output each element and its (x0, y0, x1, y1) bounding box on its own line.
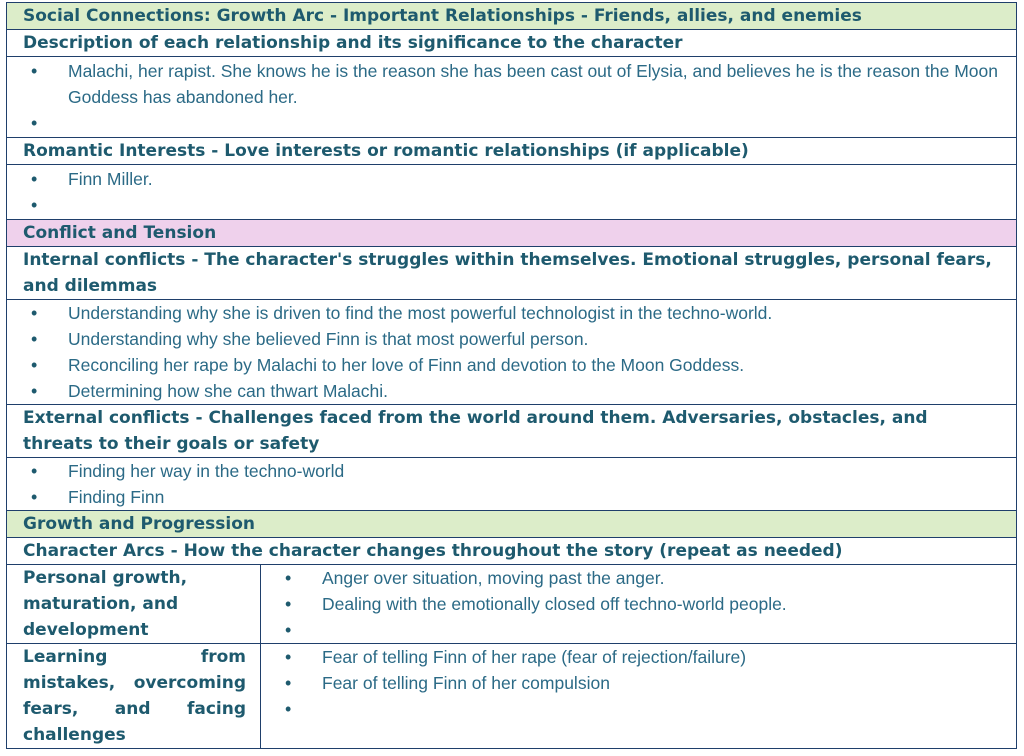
romantic-interests-content-row (7, 165, 1017, 220)
character-profile-sheet (6, 2, 1016, 749)
list-item: • Finding her way in the techno-world (23, 458, 1002, 484)
relationship-description-content-row (7, 57, 1017, 138)
list-item: • Fear of telling Finn of her rape (fear of rejection/failure) (277, 644, 1002, 670)
external-conflicts-header-row (7, 405, 1017, 458)
list-item: • Anger over situation, moving past the anger. (277, 565, 1002, 591)
list-item (277, 696, 1002, 722)
list-item: • Malachi, her rapist. She knows he is the reason she has been cast out of Elysia, and believes he is the reason the Moon Goddess has abandoned her. (23, 58, 1002, 110)
conflict-tension-header-row (7, 220, 1017, 247)
list-item: • Fear of telling Finn of her compulsion (277, 670, 1002, 696)
relationship-description-header: Description of each relationship and its significance to the character (7, 30, 1017, 57)
list-item: • Finn Miller. (23, 166, 1002, 192)
conflict-tension-title: Conflict and Tension (7, 220, 1017, 247)
external-conflicts-content-row (7, 458, 1017, 511)
character-arcs-header: Character Arcs - How the character changes throughout the story (repeat as needed) (7, 538, 1017, 565)
list-item (277, 617, 1002, 643)
learning-from-mistakes-row (7, 644, 1017, 749)
romantic-interests-header: Romantic Interests - Love interests or romantic relationships (if applicable) (7, 138, 1017, 165)
internal-conflicts-header-row (7, 247, 1017, 300)
list-item: • Finding Finn (23, 484, 1002, 510)
learning-from-mistakes-label: Learning from mistakes, overcoming fears, and facing challenges (7, 644, 261, 749)
list-item (23, 110, 1002, 136)
list-item: • Reconciling her rape by Malachi to her love of Finn and devotion to the Moon Goddess. (23, 352, 1002, 378)
relationship-description-header-row (7, 30, 1017, 57)
personal-growth-label: Personal growth, maturation, and development (7, 565, 261, 644)
external-conflicts-header: External conflicts - Challenges faced from the world around them. Adversaries, obstacles, and threats to their goals or safety (7, 405, 1017, 458)
personal-growth-list (277, 565, 1002, 643)
internal-conflicts-content-row (7, 300, 1017, 405)
social-connections-header-row (7, 3, 1017, 30)
list-item (23, 192, 1002, 218)
growth-progression-title: Growth and Progression (7, 511, 1017, 538)
character-profile-table (6, 2, 1017, 749)
internal-conflicts-list (23, 300, 1002, 404)
list-item: • Understanding why she is driven to find the most powerful technologist in the techno-world. (23, 300, 1002, 326)
relationship-list (23, 58, 1002, 136)
personal-growth-row (7, 565, 1017, 644)
social-connections-title: Social Connections: Growth Arc - Important Relationships - Friends, allies, and enemies (7, 3, 1017, 30)
romantic-interests-header-row (7, 138, 1017, 165)
external-conflicts-list (23, 458, 1002, 510)
romantic-list (23, 166, 1002, 218)
growth-progression-header-row (7, 511, 1017, 538)
character-arcs-header-row (7, 538, 1017, 565)
list-item: • Dealing with the emotionally closed off techno-world people. (277, 591, 1002, 617)
internal-conflicts-header: Internal conflicts - The character's struggles within themselves. Emotional struggles, personal fears, and dilemmas (7, 247, 1017, 300)
learning-from-mistakes-list (277, 644, 1002, 722)
list-item: • Determining how she can thwart Malachi. (23, 378, 1002, 404)
list-item: • Understanding why she believed Finn is that most powerful person. (23, 326, 1002, 352)
